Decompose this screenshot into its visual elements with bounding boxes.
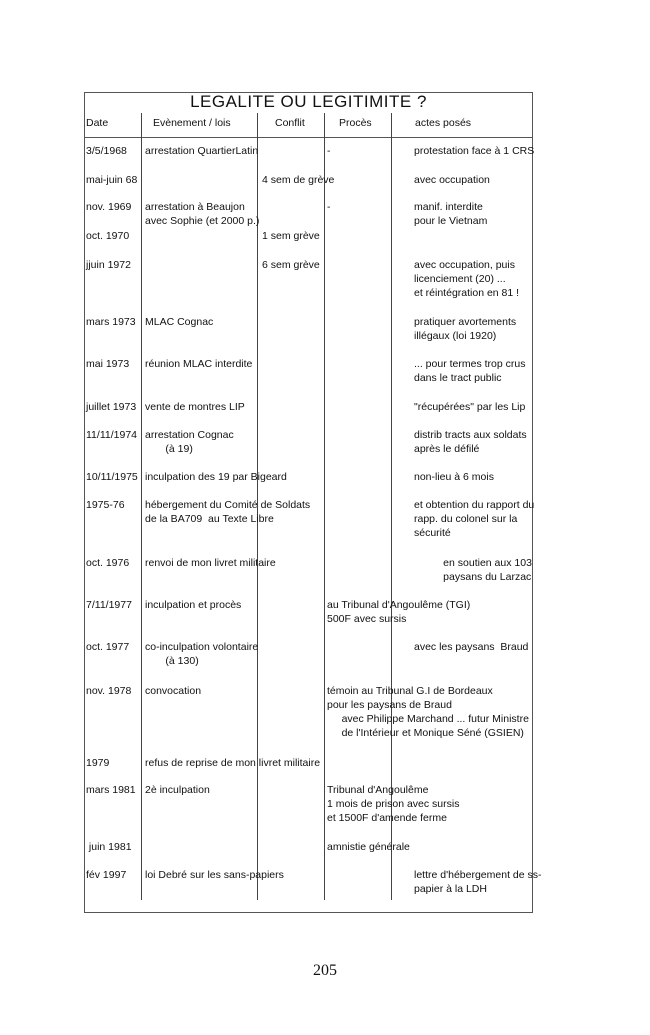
cell-date: 7/11/1977 <box>86 599 132 611</box>
cell-date: nov. 1978 <box>86 685 132 697</box>
cell-date: 11/11/1974 <box>86 429 137 441</box>
cell-acts: avec occupation, puis licenciement (20) ... et réintégration en 81 ! <box>414 259 520 299</box>
header-conflict: Conflit <box>275 117 305 129</box>
cell-event: inculpation et procès <box>145 599 242 611</box>
cell-process: témoin au Tribunal G.I de Bordeaux pour les paysans de Braud avec Philippe Marchand ... futur Ministre de l'Intérieur et Monique Séné (GSIEN) <box>327 685 529 739</box>
cell-process: au Tribunal d'Angoulême (TGI) 500F avec sursis <box>327 599 471 625</box>
cell-acts: protestation face à 1 CRS <box>414 145 535 157</box>
cell-acts: ... pour termes trop crus dans le tract public <box>414 358 526 384</box>
cell-process: - <box>327 145 331 157</box>
cell-date: mars 1973 <box>86 316 136 328</box>
cell-process: Tribunal d'Angoulême 1 mois de prison avec sursis et 1500F d'amende ferme <box>327 784 460 824</box>
cell-acts: lettre d'hébergement de ss- papier à la LDH <box>414 869 542 895</box>
cell-date: oct. 1970 <box>86 230 130 242</box>
cell-acts: avec occupation <box>414 174 490 186</box>
cell-date: 1975-76 <box>86 499 125 511</box>
column-divider <box>141 113 142 900</box>
cell-event: arrestation QuartierLatin <box>145 145 259 157</box>
header-date: Date <box>86 117 109 129</box>
header-event: Evènement / lois <box>153 117 231 129</box>
cell-date: juillet 1973 <box>86 401 137 413</box>
cell-conflict: 1 sem grève <box>262 230 320 242</box>
cell-event: MLAC Cognac <box>145 316 214 328</box>
cell-conflict: 6 sem grève <box>262 259 320 271</box>
column-divider <box>391 113 392 900</box>
cell-acts: pratiquer avortements illégaux (loi 1920) <box>414 316 517 342</box>
cell-event: inculpation des 19 par Bigeard <box>145 471 287 483</box>
cell-date: nov. 1969 <box>86 201 132 213</box>
cell-conflict: 4 sem de grève <box>262 174 335 186</box>
cell-date: fév 1997 <box>86 869 127 881</box>
cell-acts: distrib tracts aux soldats après le défilé <box>414 429 527 455</box>
cell-date: juin 1981 <box>86 841 132 853</box>
cell-event: hébergement du Comité de Soldats de la BA709 au Texte Libre <box>145 499 311 525</box>
cell-process: - <box>327 201 331 213</box>
header-acts: actes posés <box>415 117 472 129</box>
header-divider <box>84 137 533 138</box>
cell-date: 1979 <box>86 757 110 769</box>
header-process: Procès <box>339 117 372 129</box>
cell-date: mai-juin 68 <box>86 174 138 186</box>
cell-acts: manif. interdite pour le Vietnam <box>414 201 488 227</box>
cell-event: convocation <box>145 685 202 697</box>
cell-event: co-inculpation volontaire (à 130) <box>145 641 259 667</box>
cell-acts: en soutien aux 103 paysans du Larzac <box>443 557 532 583</box>
cell-event: loi Debré sur les sans-papiers <box>145 869 284 881</box>
cell-date: mars 1981 <box>86 784 136 796</box>
cell-date: oct. 1976 <box>86 557 130 569</box>
cell-date: 10/11/1975 <box>86 471 138 483</box>
page-title: LEGALITE OU LEGITIMITE ? <box>190 92 427 111</box>
cell-event: arrestation Cognac (à 19) <box>145 429 234 455</box>
cell-acts: non-lieu à 6 mois <box>414 471 494 483</box>
cell-event: renvoi de mon livret militaire <box>145 557 276 569</box>
cell-event: refus de reprise de mon livret militaire <box>145 757 321 769</box>
cell-acts: "récupérées" par les Lip <box>414 401 526 413</box>
cell-date: 3/5/1968 <box>86 145 127 157</box>
cell-date: jjuin 1972 <box>86 259 131 271</box>
cell-acts: et obtention du rapport du rapp. du colonel sur la sécurité <box>414 499 535 539</box>
cell-event: 2è inculpation <box>145 784 210 796</box>
cell-event: arrestation à Beaujon avec Sophie (et 2000 p.) <box>145 201 260 227</box>
cell-date: oct. 1977 <box>86 641 130 653</box>
cell-date: mai 1973 <box>86 358 130 370</box>
cell-event: vente de montres LIP <box>145 401 245 413</box>
column-divider <box>324 113 325 900</box>
cell-process: amnistie générale <box>327 841 410 853</box>
cell-acts: avec les paysans Braud <box>414 641 529 653</box>
cell-event: réunion MLAC interdite <box>145 358 253 370</box>
page-number: 205 <box>313 962 337 979</box>
